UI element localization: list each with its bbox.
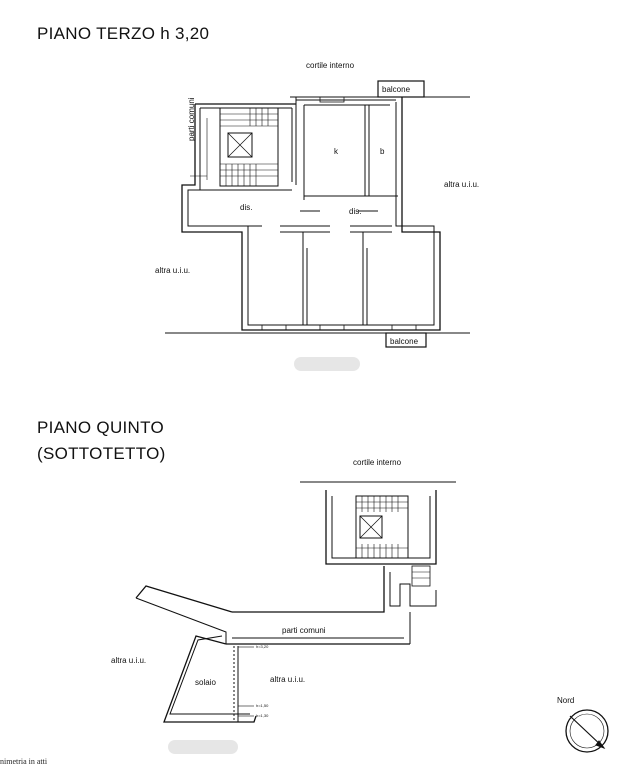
north-label: Nord	[557, 696, 575, 705]
floor-title-fifth: PIANO QUINTO	[37, 418, 165, 437]
other-unit-label-lower-right: altra u.i.u.	[270, 675, 306, 684]
height-label-3: h=1,30	[256, 713, 269, 718]
other-unit-label-left: altra u.i.u.	[155, 266, 191, 275]
bath-label: b	[380, 147, 385, 156]
courtyard-label-lower: cortile interno	[353, 458, 402, 467]
redaction-pill-2	[168, 740, 238, 754]
common-parts-label-upper	[187, 97, 196, 141]
balcony-label-top: balcone	[382, 85, 411, 94]
other-unit-label-lower-left: altra u.i.u.	[111, 656, 147, 665]
corridor-label-left: dis.	[240, 203, 253, 212]
corridor-label-right: dis.	[349, 207, 362, 216]
courtyard-label-upper: cortile interno	[306, 61, 355, 70]
footer-note: nimetria in atti	[0, 757, 48, 766]
kitchen-label: k	[334, 147, 338, 156]
other-unit-label-right: altra u.i.u.	[444, 180, 480, 189]
common-parts-text: parti comuni	[187, 97, 196, 141]
redaction-pill-1	[294, 357, 360, 371]
outer-wall-inner	[188, 102, 434, 325]
floor-subtitle-fifth: (SOTTOTETTO)	[37, 444, 166, 463]
height-label-1: h=3,20	[256, 644, 269, 649]
common-parts-label-lower: parti comuni	[282, 626, 326, 635]
floor-title-third: PIANO TERZO h 3,20	[37, 24, 210, 43]
north-arrow	[566, 710, 608, 752]
stair-steps	[220, 108, 278, 186]
height-label-2: h=1,50	[256, 703, 269, 708]
attic-label: solaio	[195, 678, 216, 687]
balcony-label-bottom: balcone	[390, 337, 419, 346]
outer-wall-outer	[182, 97, 440, 330]
